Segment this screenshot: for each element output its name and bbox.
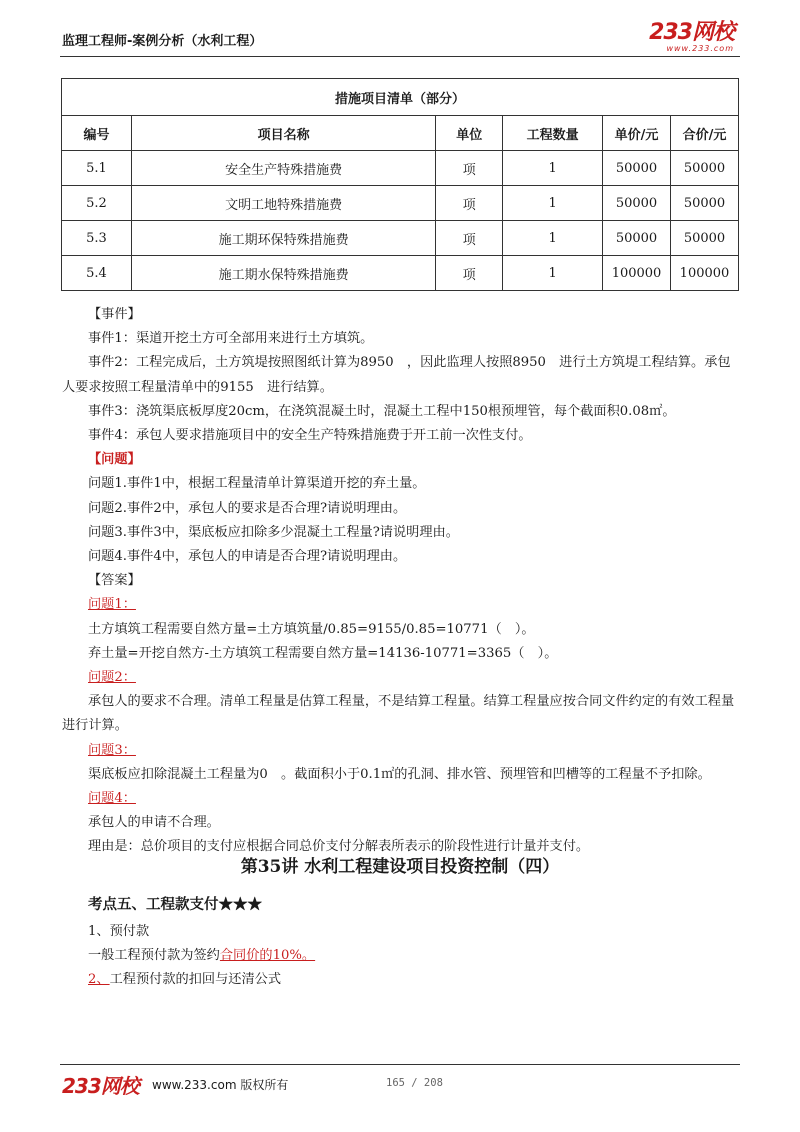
payment-section <box>88 893 738 992</box>
table-cell: 5.3 <box>62 221 132 256</box>
answer-1-line-1: 土方填筑工程需要自然方量=土方填筑量/0.85=9155/0.85=10771（ ）。 <box>88 621 535 637</box>
answer-2-text: 承包人的要求不合理。清单工程量是估算工程量，不是结算工程量。结算工程量应按合同文件约定的有效工程量进行计算。 <box>62 694 735 734</box>
table-header-row <box>62 116 739 151</box>
logo-url: www.233.com <box>666 44 734 53</box>
logo-text: 233网校 <box>649 20 734 45</box>
lecture-title: 第35讲 水利工程建设项目投资控制（四） <box>240 857 560 877</box>
page-number: 165 / 208 <box>386 1077 443 1089</box>
event-1: 事件1：渠道开挖土方可全部用来进行土方填筑。 <box>88 331 374 347</box>
footer-logo: 233网校 <box>62 1074 139 1098</box>
exam-point-heading: 考点五、工程款支付★★★ <box>88 896 262 913</box>
table-cell: 50000 <box>670 186 738 221</box>
table-cell: 5.2 <box>62 186 132 221</box>
table-row <box>62 186 739 221</box>
header-divider <box>60 56 740 57</box>
table-cell: 施工期水保特殊措施费 <box>131 256 435 291</box>
answers-heading: 【答案】 <box>88 573 141 589</box>
table-row <box>62 221 739 256</box>
body-text <box>62 303 742 860</box>
table-cell: 安全生产特殊措施费 <box>131 151 435 186</box>
column-header: 合价/元 <box>670 116 738 151</box>
table-row <box>62 151 739 186</box>
table-cell: 施工期环保特殊措施费 <box>131 221 435 256</box>
footer-copyright: www.233.com 版权所有 <box>152 1078 289 1092</box>
column-header: 单位 <box>436 116 503 151</box>
answer-1-label: 问题1： <box>88 597 136 613</box>
repayment-number: 2、 <box>88 972 110 987</box>
events-heading: 【事件】 <box>88 307 141 322</box>
table-cell: 50000 <box>670 221 738 256</box>
advance-payment-text-pre: 一般工程预付款为签约 <box>88 948 220 963</box>
answer-3-text: 渠底板应扣除混凝土工程量为0 。截面积小于0.1㎡的孔洞、排水管、预埋管和凹槽等的工程量不予扣除。 <box>88 766 711 782</box>
question-3: 问题3.事件3中，渠底板应扣除多少混凝土工程量?请说明理由。 <box>88 524 459 540</box>
table-cell: 项 <box>436 256 503 291</box>
table-cell: 文明工地特殊措施费 <box>131 186 435 221</box>
table-cell: 50000 <box>603 186 671 221</box>
table-cell: 项 <box>436 151 503 186</box>
advance-payment-text <box>88 944 738 968</box>
question-4: 问题4.事件4中，承包人的申请是否合理?请说明理由。 <box>88 549 407 565</box>
column-header: 编号 <box>62 116 132 151</box>
table-cell: 1 <box>503 256 603 291</box>
brand-logo <box>649 22 734 53</box>
table-row <box>62 256 739 291</box>
answer-2-label: 问题2： <box>88 670 136 686</box>
column-header: 项目名称 <box>131 116 435 151</box>
questions-heading: 【问题】 <box>88 452 141 468</box>
advance-payment-heading: 1、预付款 <box>88 924 150 939</box>
event-4: 事件4：承包人要求措施项目中的安全生产特殊措施费于开工前一次性支付。 <box>88 428 532 444</box>
table-cell: 1 <box>503 151 603 186</box>
advance-payment-rate: 合同价的10%。 <box>219 948 316 963</box>
table-cell: 50000 <box>603 221 671 256</box>
table-caption: 措施项目清单（部分） <box>62 79 739 116</box>
question-1: 问题1.事件1中，根据工程量清单计算渠道开挖的弃土量。 <box>88 476 426 492</box>
table-cell: 项 <box>436 221 503 256</box>
table-cell: 1 <box>503 221 603 256</box>
repayment-text: 工程预付款的扣回与还清公式 <box>109 972 282 987</box>
table-cell: 5.1 <box>62 151 132 186</box>
measures-table <box>61 78 739 291</box>
question-2: 问题2.事件2中，承包人的要求是否合理?请说明理由。 <box>88 500 407 516</box>
answer-4-line-2: 理由是：总价项目的支付应根据合同总价支付分解表所表示的阶段性进行计量并支付。 <box>88 839 590 855</box>
table-cell: 50000 <box>670 151 738 186</box>
table-cell: 50000 <box>603 151 671 186</box>
answer-4-line-1: 承包人的申请不合理。 <box>88 815 220 831</box>
column-header: 单价/元 <box>603 116 671 151</box>
event-2: 事件2：工程完成后，土方筑堤按照图纸计算为8950 ，因此监理人按照8950 进行土方筑堤工程结算。承包人要求按照工程量清单中的9155 进行结算。 <box>62 355 731 395</box>
table-cell: 项 <box>436 186 503 221</box>
column-header: 工程数量 <box>503 116 603 151</box>
event-3: 事件3：浇筑渠底板厚度20cm，在浇筑混凝土时，混凝土工程中150根预埋管，每个截面积0.08㎡。 <box>88 403 676 419</box>
table-cell: 5.4 <box>62 256 132 291</box>
answer-4-label: 问题4： <box>88 791 136 807</box>
table-cell: 100000 <box>603 256 671 291</box>
answer-1-line-2: 弃土量=开挖自然方-土方填筑工程需要自然方量=14136-10771=3365（ ）。 <box>88 645 558 661</box>
table-cell: 1 <box>503 186 603 221</box>
table-cell: 100000 <box>670 256 738 291</box>
answer-3-label: 问题3： <box>88 742 136 758</box>
document-header-title: 监理工程师-案例分析（水利工程） <box>62 34 263 49</box>
repayment-heading <box>88 968 738 992</box>
footer-divider <box>60 1064 740 1065</box>
